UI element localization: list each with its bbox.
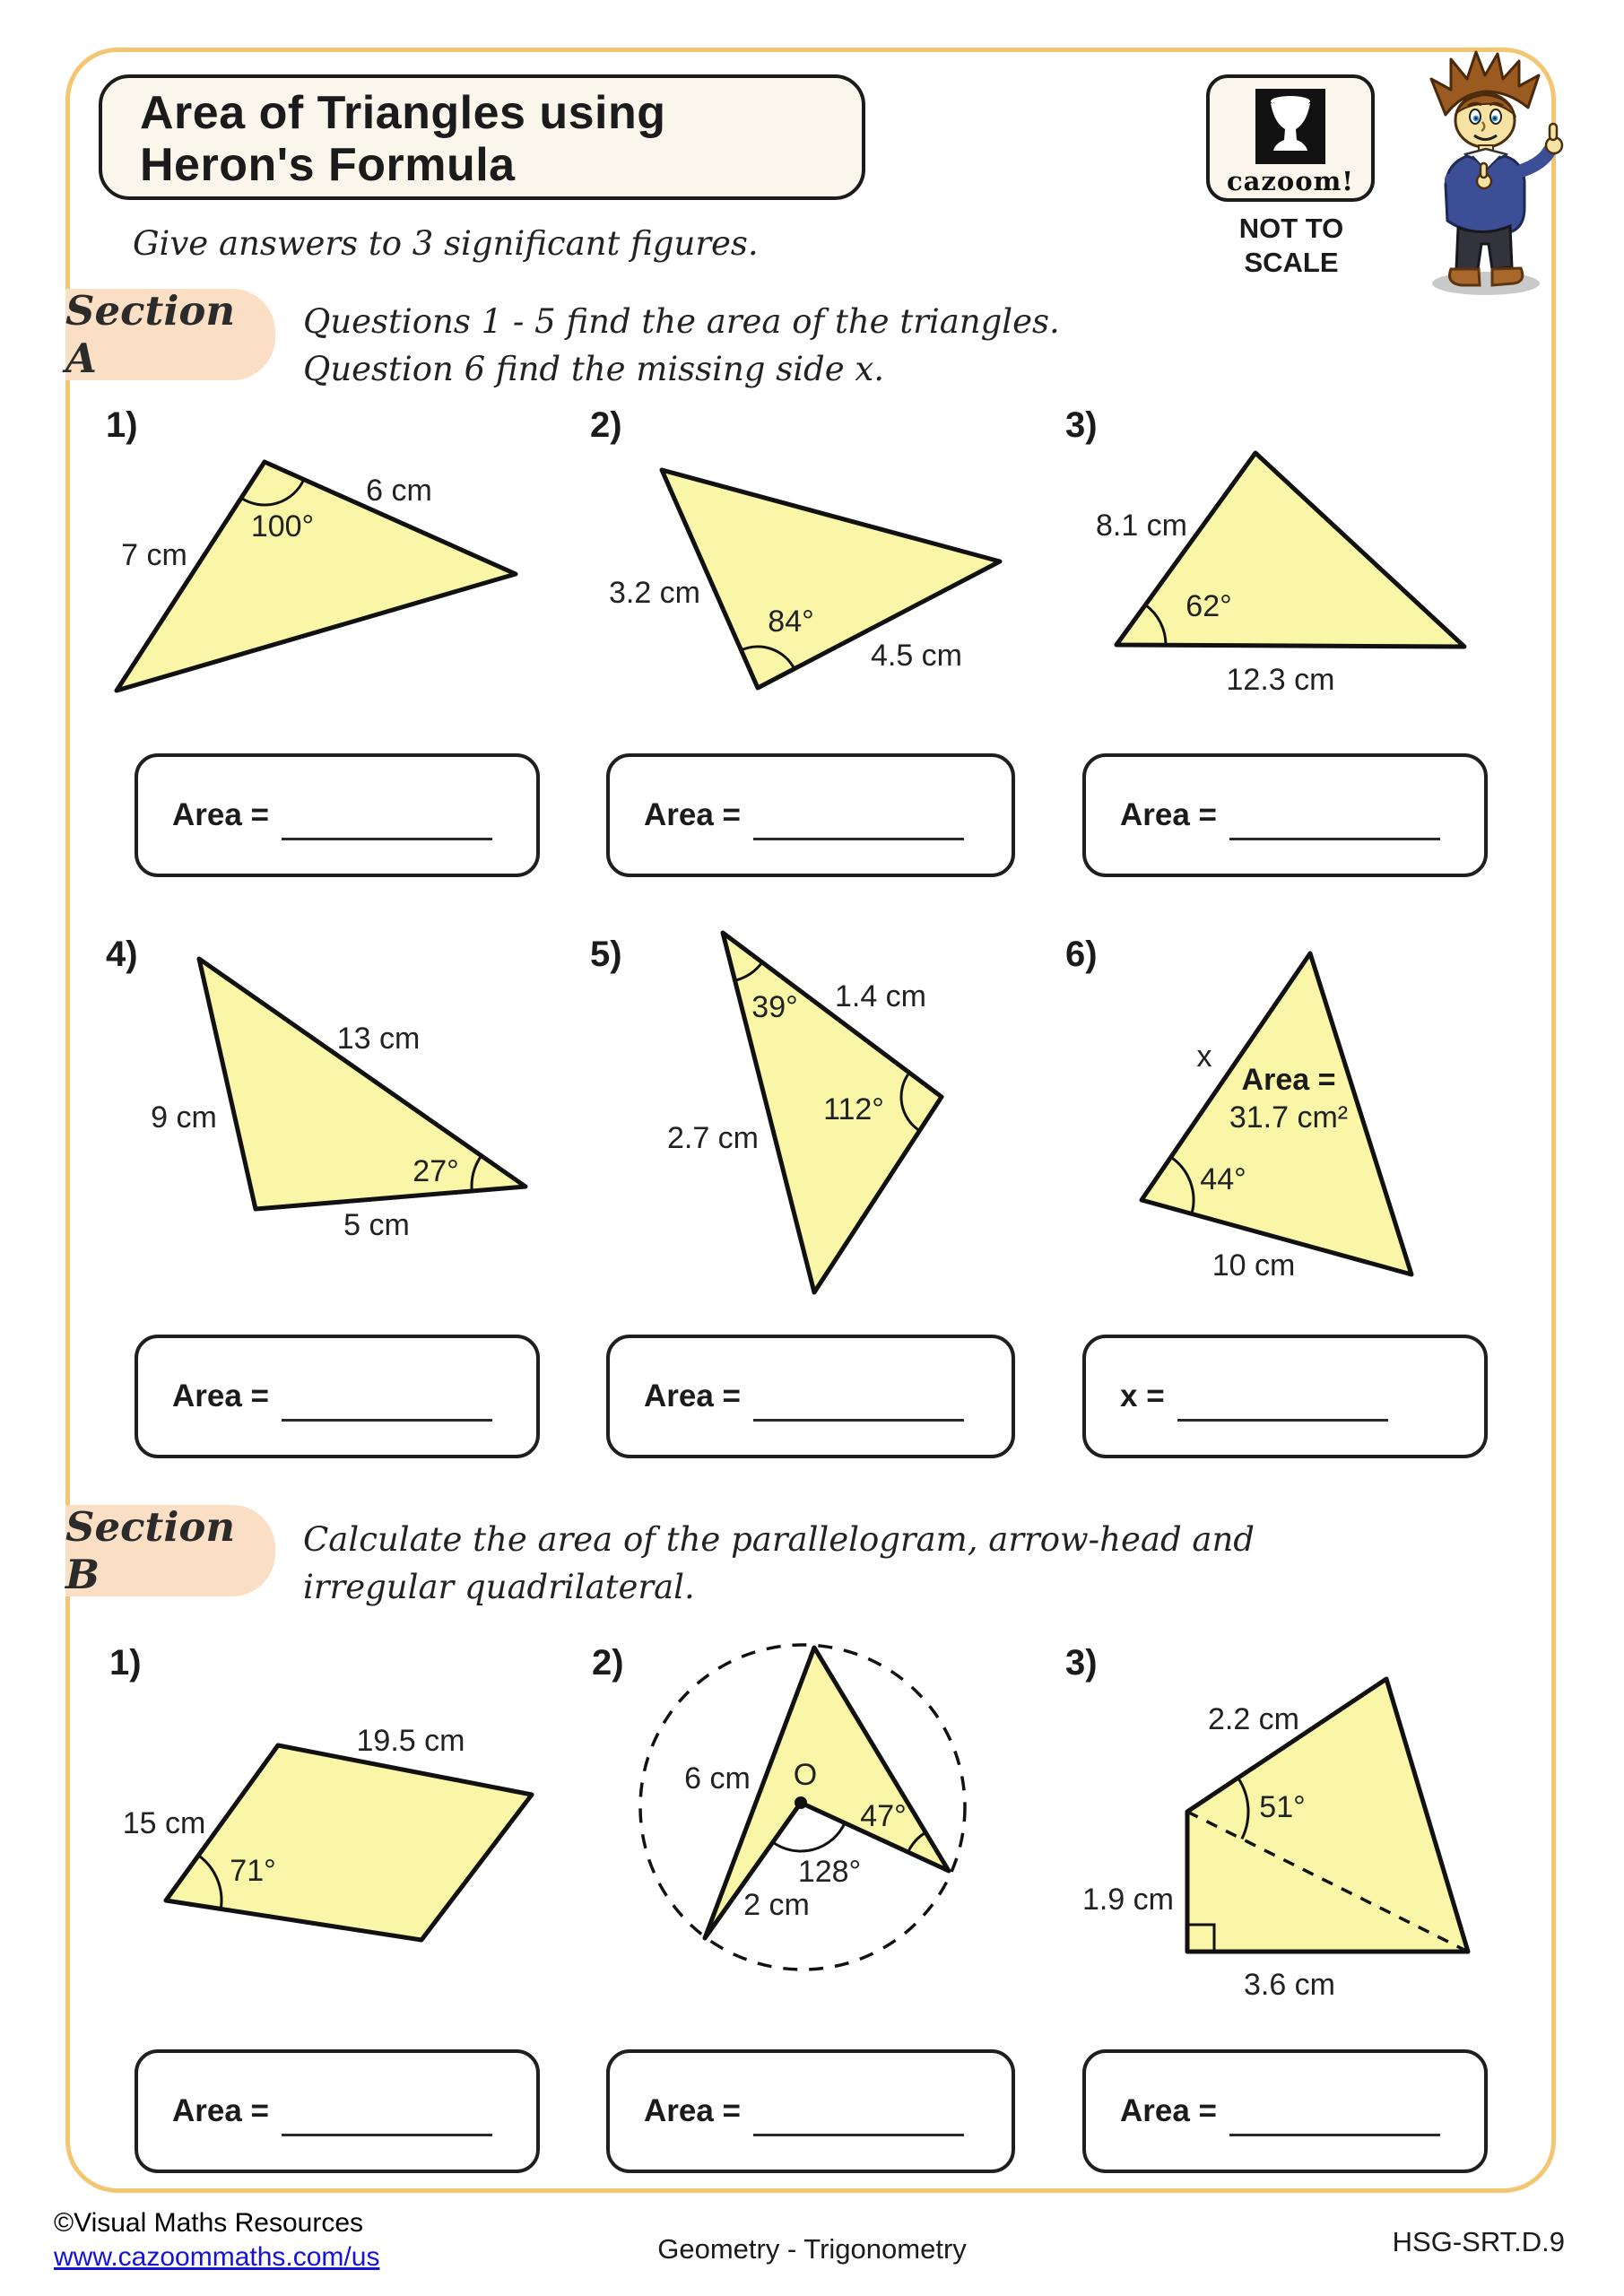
- parallelogram-side-left-label: 15 cm: [122, 1806, 206, 1840]
- circle-center-dot: [795, 1796, 807, 1809]
- brand-logo-panel: [1206, 74, 1375, 202]
- answer-blank-a2[interactable]: [753, 838, 964, 840]
- triangle-1: [117, 462, 516, 691]
- triangle-6-angle-label: 44°: [1200, 1162, 1246, 1196]
- not-to-scale-line1: NOT TO: [1238, 213, 1344, 244]
- triangle-5-side-top-label: 1.4 cm: [834, 979, 927, 1013]
- footer-standard-code: HSG-SRT.D.9: [1392, 2226, 1565, 2257]
- question-a6-number: 6): [1065, 935, 1098, 974]
- triangle-6-area-value: 31.7 cm²: [1229, 1100, 1349, 1135]
- triangle-5-side-left-label: 2.7 cm: [666, 1121, 760, 1155]
- section-b-label: Section B: [65, 1503, 236, 1598]
- triangle-6-side-bottom-label: 10 cm: [1211, 1248, 1296, 1283]
- quadrilateral-side-bottom-label: 3.6 cm: [1243, 1968, 1336, 2002]
- triangle-4-side-bottom-label: 5 cm: [343, 1208, 410, 1242]
- triangle-2-angle-label: 84°: [768, 604, 814, 639]
- answer-blank-a6[interactable]: [1177, 1419, 1388, 1422]
- triangle-4-angle-label: 27°: [413, 1154, 459, 1188]
- triangle-6-figure: [1058, 915, 1560, 1318]
- triangle-1-side-left-label: 7 cm: [121, 538, 187, 572]
- triangle-2-side-left-label: 3.2 cm: [608, 576, 701, 610]
- parallelogram: [166, 1745, 532, 1940]
- question-a1-number: 1): [106, 405, 138, 445]
- answer-blank-a4[interactable]: [282, 1419, 492, 1422]
- mascot-illustration: [1392, 45, 1580, 305]
- answer-blank-b3[interactable]: [1229, 2134, 1440, 2136]
- answer-box-a3[interactable]: [1082, 753, 1488, 877]
- arrowhead-figure: [574, 1623, 1049, 2027]
- section-b-instruction-line1: Calculate the area of the parallelogram, arrow-head and: [303, 1520, 1255, 1559]
- question-b3-number: 3): [1065, 1643, 1098, 1683]
- answer-blank-a1[interactable]: [282, 838, 492, 840]
- section-a-badge: [65, 289, 275, 380]
- triangle-4-side-left-label: 9 cm: [151, 1100, 217, 1135]
- answer-label-b1: Area =: [172, 2093, 269, 2128]
- section-b-instruction-line2: irregular quadrilateral.: [303, 1568, 695, 1606]
- question-a2-number: 2): [590, 405, 622, 445]
- triangle-4: [199, 959, 525, 1209]
- triangle-3-figure: [1058, 404, 1560, 735]
- quadrilateral-side-left-label: 1.9 cm: [1081, 1883, 1175, 1917]
- section-a-instruction-line2: Question 6 find the missing side x.: [303, 350, 885, 388]
- section-a-instruction-line1: Questions 1 - 5 find the area of the triangles.: [303, 302, 1060, 341]
- page-title-line1: Area of Triangles using: [140, 87, 666, 139]
- question-b2-number: 2): [592, 1643, 624, 1683]
- question-a3-number: 3): [1065, 405, 1098, 445]
- question-b1-number: 1): [109, 1643, 142, 1683]
- triangle-1-figure: [81, 404, 565, 735]
- answer-box-b3[interactable]: [1082, 2049, 1488, 2173]
- section-b-instructions: [303, 1516, 1255, 1611]
- answer-box-a4[interactable]: [135, 1335, 540, 1458]
- triangle-3: [1116, 453, 1464, 647]
- answer-box-a1[interactable]: [135, 753, 540, 877]
- answer-blank-b1[interactable]: [282, 2134, 492, 2136]
- answer-box-a5[interactable]: [606, 1335, 1015, 1458]
- answer-label-a1: Area =: [172, 797, 269, 832]
- triangle-4-figure: [81, 933, 565, 1309]
- footer-website-link[interactable]: www.cazoommaths.com/us: [54, 2242, 380, 2272]
- answer-label-a5: Area =: [644, 1378, 741, 1413]
- circle-center-label: O: [793, 1758, 818, 1792]
- triangle-1-angle-label: 100°: [250, 509, 315, 544]
- answer-blank-a5[interactable]: [753, 1419, 964, 1422]
- triangle-3-angle-label: 62°: [1185, 589, 1232, 623]
- answer-blank-b2[interactable]: [753, 2134, 964, 2136]
- goblet-logo-icon: [1255, 89, 1325, 164]
- parallelogram-figure: [81, 1641, 565, 2027]
- brand-name: cazoom!: [1226, 166, 1355, 196]
- triangle-6-side-x-label: x: [1196, 1039, 1212, 1074]
- answer-box-b1[interactable]: [135, 2049, 540, 2173]
- section-a-instructions: [303, 298, 1060, 393]
- triangle-3-side-bottom-label: 12.3 cm: [1226, 663, 1335, 697]
- footer-copyright: ©Visual Maths Resources: [54, 2208, 364, 2238]
- answer-label-b3: Area =: [1120, 2093, 1217, 2128]
- arrowhead-side-left-label: 6 cm: [684, 1761, 751, 1796]
- quadrilateral-side-top-label: 2.2 cm: [1207, 1702, 1300, 1736]
- section-b-badge: [65, 1505, 275, 1596]
- question-a5-number: 5): [590, 935, 622, 974]
- footer-subject: Geometry - Trigonometry: [657, 2233, 967, 2265]
- triangle-6-area-label: Area =: [1241, 1063, 1336, 1097]
- triangle-1-side-top-label: 6 cm: [366, 474, 432, 508]
- triangle-4-side-top-label: 13 cm: [336, 1022, 421, 1056]
- answer-label-a4: Area =: [172, 1378, 269, 1413]
- arrowhead-right-angle-label: 47°: [860, 1799, 907, 1833]
- quadrilateral-figure: [1058, 1623, 1560, 2027]
- answer-box-a6[interactable]: [1082, 1335, 1488, 1458]
- answer-label-a3: Area =: [1120, 797, 1217, 832]
- triangle-5-figure: [574, 915, 1049, 1318]
- title-panel: [99, 74, 865, 200]
- answer-label-b2: Area =: [644, 2093, 741, 2128]
- not-to-scale-line2: SCALE: [1244, 247, 1339, 278]
- answer-label-a2: Area =: [644, 797, 741, 832]
- answer-box-b2[interactable]: [606, 2049, 1015, 2173]
- section-a-label: Section A: [65, 287, 236, 382]
- parallelogram-angle-label: 71°: [230, 1854, 276, 1888]
- triangle-5-top-angle-label: 39°: [751, 990, 798, 1024]
- quadrilateral-angle-label: 51°: [1259, 1790, 1306, 1824]
- answer-box-a2[interactable]: [606, 753, 1015, 877]
- answer-blank-a3[interactable]: [1229, 838, 1440, 840]
- answer-label-a6: x =: [1120, 1378, 1165, 1413]
- arrowhead-center-angle-label: 128°: [797, 1855, 862, 1889]
- parallelogram-side-top-label: 19.5 cm: [356, 1724, 465, 1758]
- page-title-line2: Heron's Formula: [140, 139, 516, 191]
- triangle-2-side-bottom-label: 4.5 cm: [870, 639, 963, 673]
- answers-note: Give answers to 3 significant figures.: [133, 224, 759, 263]
- not-to-scale-note: [1206, 212, 1376, 280]
- question-a4-number: 4): [106, 935, 138, 974]
- triangle-3-side-left-label: 8.1 cm: [1095, 509, 1188, 543]
- triangle-2-figure: [574, 404, 1049, 735]
- arrowhead-side-bottom-label: 2 cm: [743, 1888, 810, 1922]
- triangle-5-right-angle-label: 112°: [823, 1092, 884, 1126]
